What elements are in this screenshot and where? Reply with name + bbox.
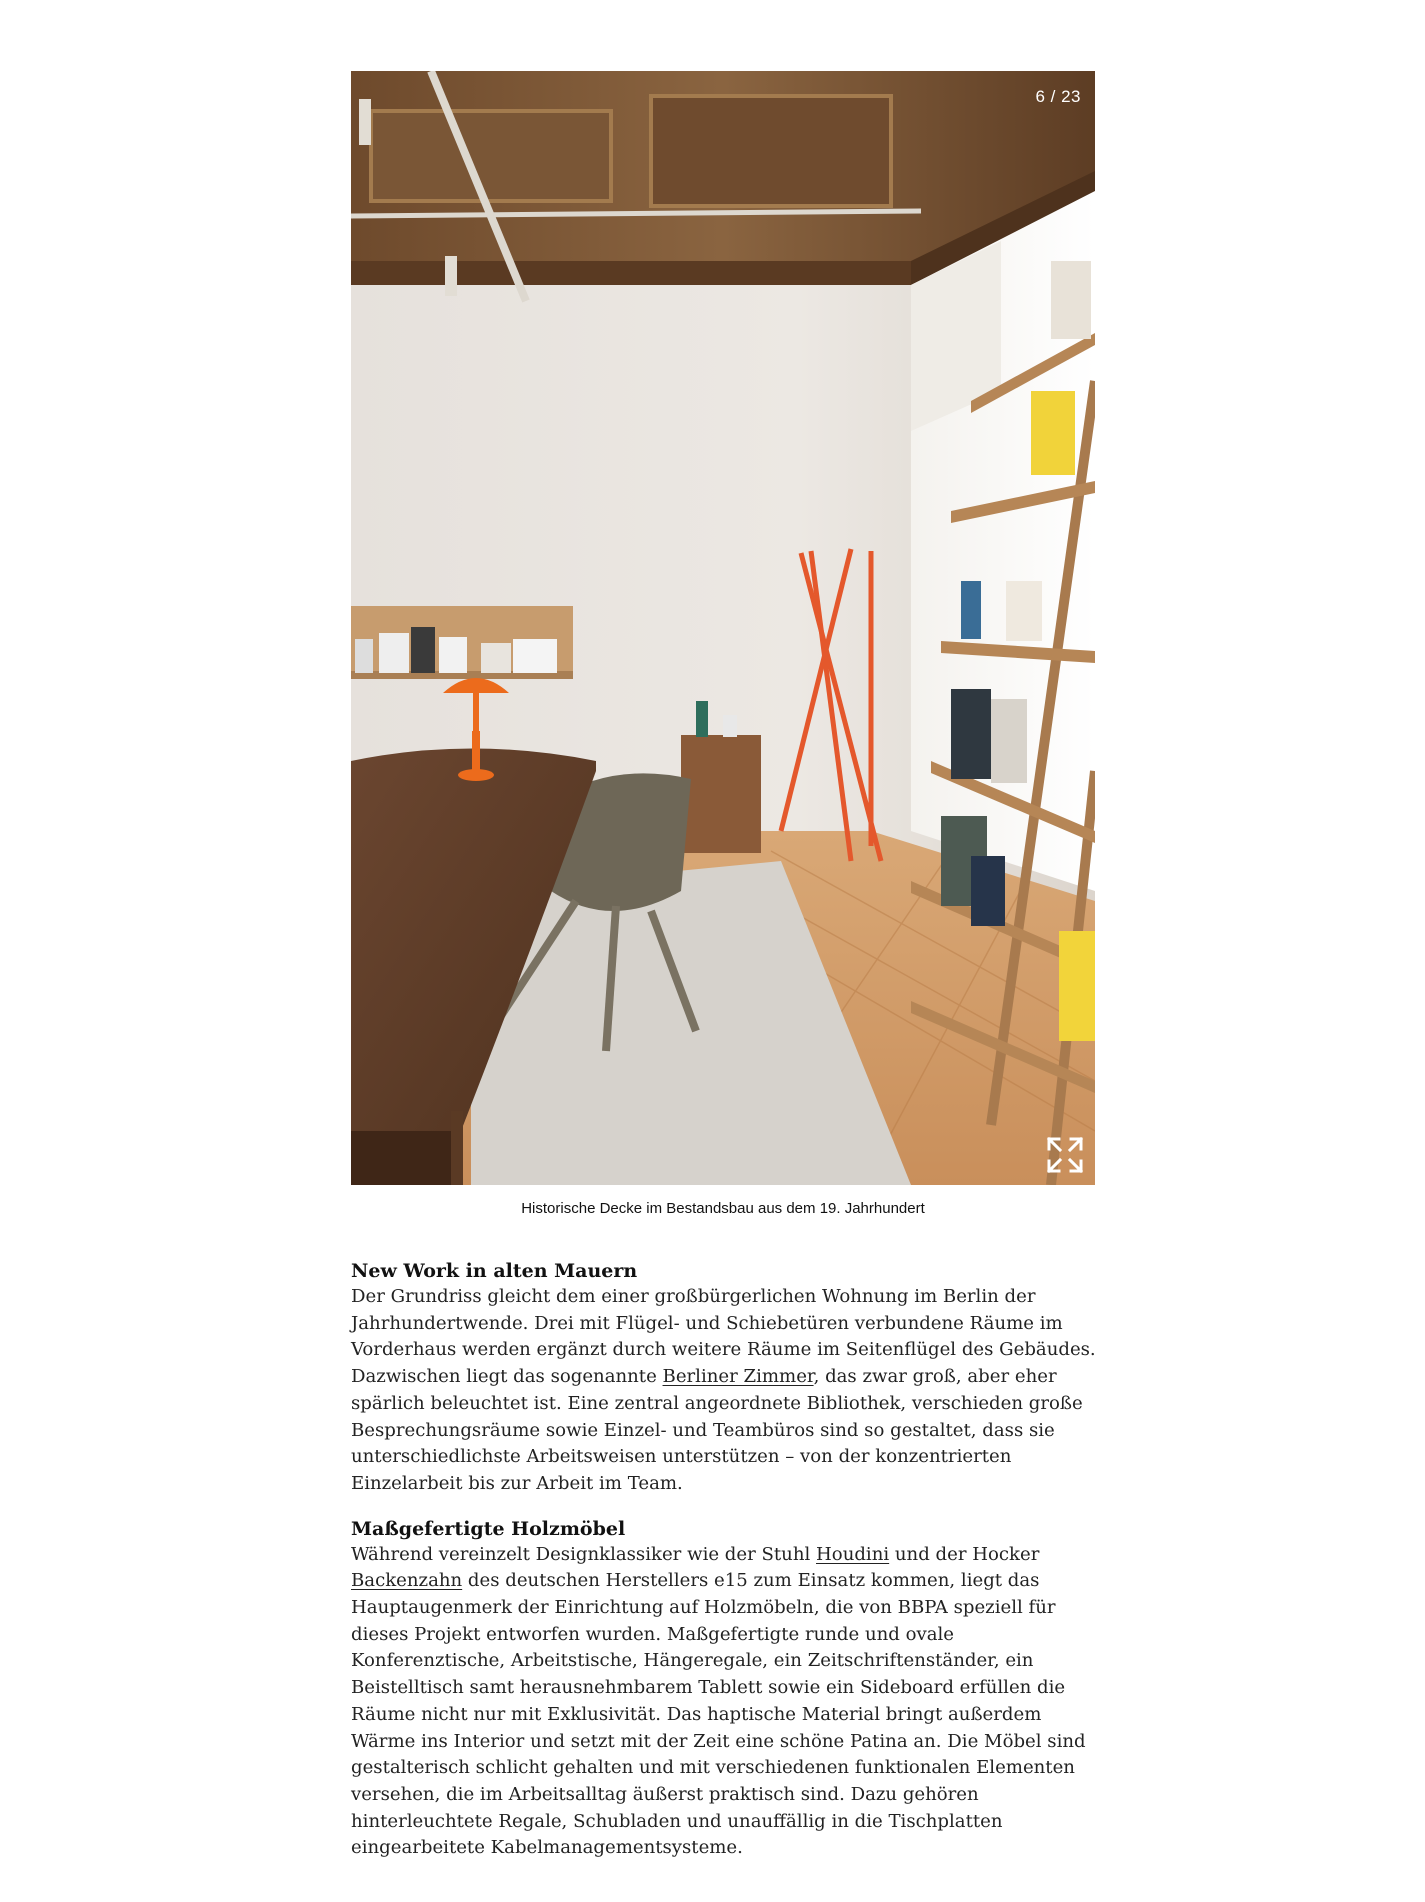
paragraph-text: , das zwar groß, aber eher spärlich beleuchtet ist. Eine zentral angeordnete Bibliothek, verschieden große Besprechungsräume sowie Einzel- und Teambüros sind so gestaltet, dass sie unterschiedlichste Arbeitsweisen unterstützen – von der konzentrierten Einzelarbeit bis zur Arbeit im Team.	[351, 1366, 1083, 1494]
section-paragraph	[351, 1284, 1111, 1498]
gallery-photo	[351, 71, 1095, 1185]
article-body	[351, 1258, 1111, 1862]
link-berliner-zimmer[interactable]: Berliner Zimmer	[662, 1366, 814, 1388]
photo-gallery[interactable]	[351, 71, 1095, 1185]
expand-arrows-icon	[1045, 1135, 1085, 1175]
section-heading: New Work in alten Mauern	[351, 1260, 638, 1282]
paragraph-text: Während vereinzelt Designklassiker wie der Stuhl	[351, 1543, 817, 1565]
paragraph-text: Der Grundriss gleicht dem einer großbürgerlichen Wohnung im Berlin der Jahrhundertwende. Drei mit Flügel- und Schiebetüren verbundene Räume im Vorderhaus werden ergänzt durch weitere Räume im Seitenflügel des Gebäudes. Dazwischen liegt das sogenannte	[351, 1286, 1096, 1388]
link-backenzahn[interactable]: Backenzahn	[351, 1570, 463, 1592]
section-paragraph	[351, 1542, 1111, 1862]
link-houdini[interactable]: Houdini	[816, 1543, 890, 1565]
expand-button[interactable]	[1045, 1135, 1085, 1175]
section-holzmoebel	[351, 1516, 1111, 1862]
paragraph-text: des deutschen Herstellers e15 zum Einsatz kommen, liegt das Hauptaugenmerk der Einrichtung auf Holzmöbeln, die von BBPA speziell für dieses Projekt entworfen wurden. Maßgefertigte runde und ovale Konferenztische, Arbeitstische, Hängeregale, ein Zeitschriftenständer, ein Beistelltisch samt herausnehmbarem Tablett sowie ein Sideboard erfüllen die Räume nicht nur mit Exklusivität. Das haptische Material bringt außerdem Wärme ins Interior und setzt mit der Zeit eine schöne Patina an. Die Möbel sind gestalterisch schlicht gehalten und mit verschiedenen funktionalen Elementen versehen, die im Arbeitsalltag äußerst praktisch sind. Dazu gehören hinterleuchtete Regale, Schubladen und unauffällig in die Tischplatten eingearbeitete Kabelmanagementsysteme.	[351, 1570, 1086, 1859]
gallery-counter: 6 / 23	[1035, 87, 1081, 106]
paragraph-text: und der Hocker	[889, 1543, 1040, 1565]
section-heading: Maßgefertigte Holzmöbel	[351, 1517, 626, 1540]
section-new-work	[351, 1258, 1111, 1498]
image-caption: Historische Decke im Bestandsbau aus dem 19. Jahrhundert	[521, 1200, 925, 1217]
